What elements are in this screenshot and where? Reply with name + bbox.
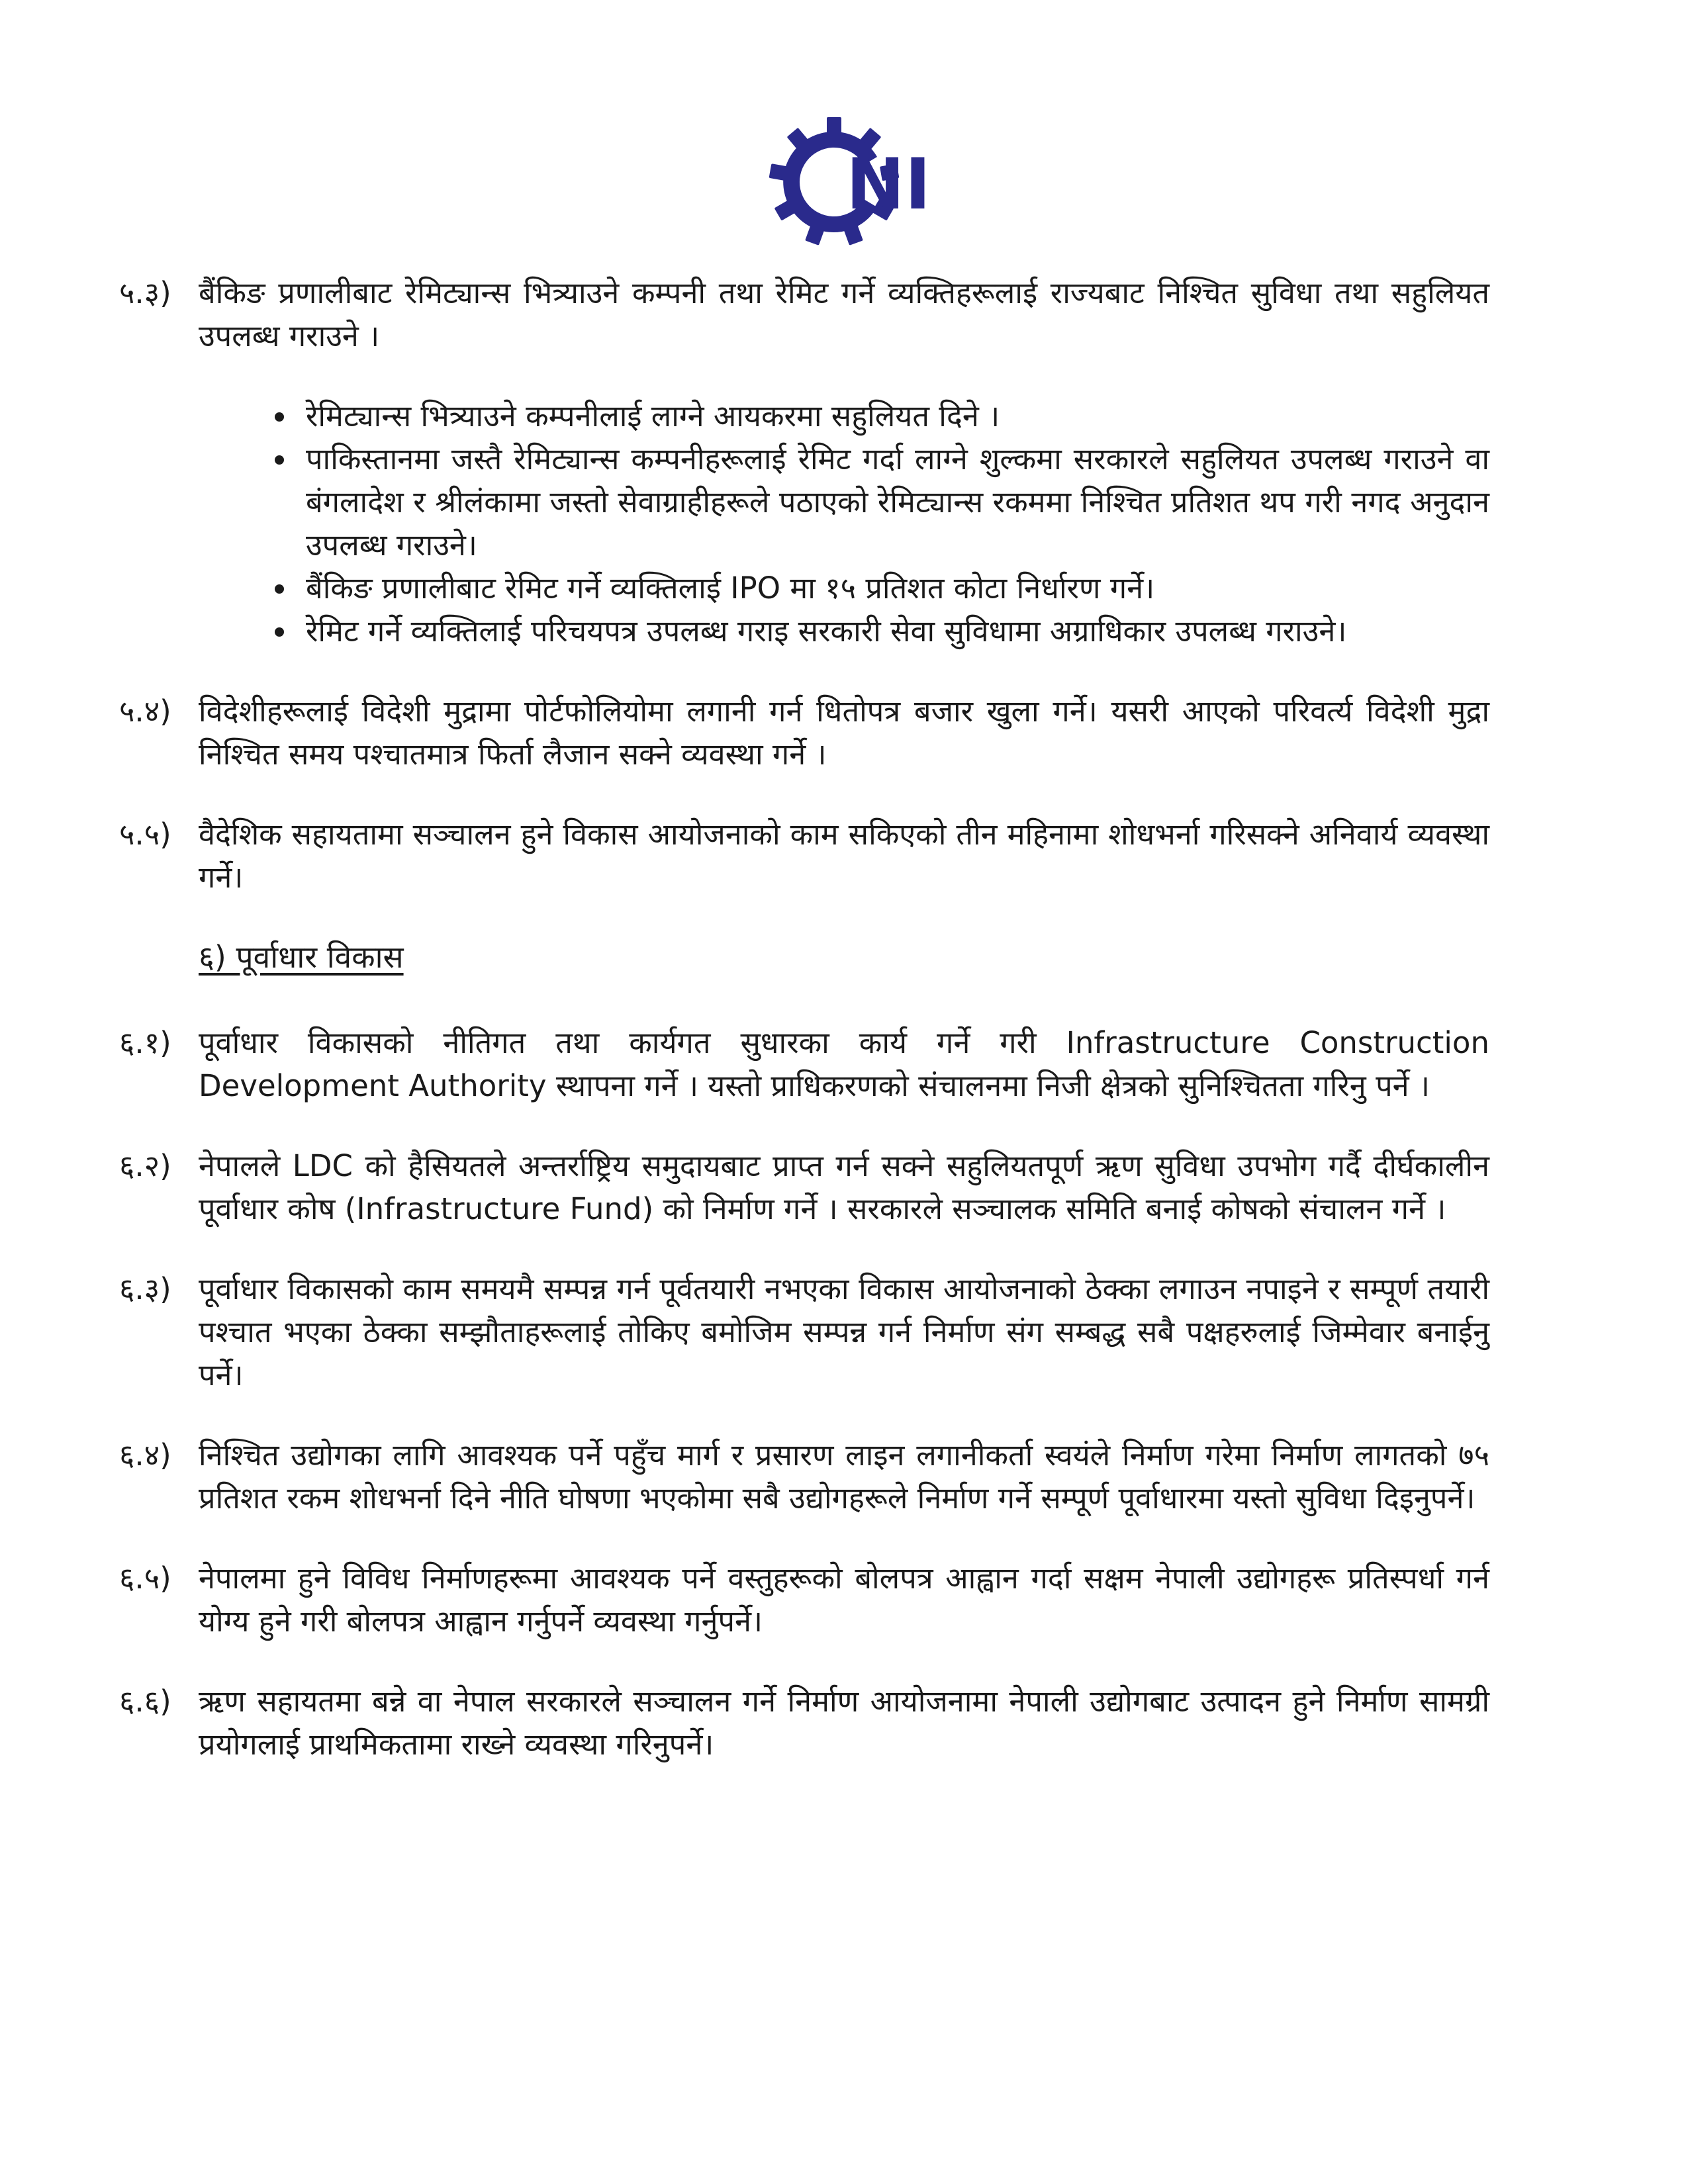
section-6-3 <box>119 1267 1489 1396</box>
section-6-5 <box>119 1557 1489 1643</box>
section-number: ६.६) <box>119 1684 171 1719</box>
bullet-item: • बैंकिङ प्रणालीबाट रेमिट गर्ने व्यक्तिलाई IPO मा १५ प्रतिशत कोटा निर्धारण गर्ने। <box>298 567 1489 610</box>
bullet-item: • पाकिस्तानमा जस्तै रेमिट्यान्स कम्पनीहरूलाई रेमिट गर्दा लाग्ने शुल्कमा सरकारले सहुलियत उपलब्ध गराउने वा बंगलादेश र श्रीलंकामा जस्तो सेवाग्राहीहरूले पठाएको रेमिट्यान्स रकममा निश्चित प्रतिशत थप गरी नगद अनुदान उपलब्ध गराउने। <box>298 437 1489 567</box>
section-6-6 <box>119 1680 1489 1766</box>
section-text: निश्चित उद्योगका लागि आवश्यक पर्ने पहुँच मार्ग र प्रसारण लाइन लगानीकर्ता स्वयंले निर्माण गरेमा निर्माण लागतको ७५ प्रतिशत रकम शोधभर्ना दिने नीति घोषणा भएकोमा सबै उद्योगहरूले निर्माण गर्ने सम्पूर्ण पूर्वाधारमा यस्तो सुविधा दिइनुपर्ने। <box>199 1437 1489 1516</box>
section-number: ६.१) <box>119 1025 171 1060</box>
section-6-2 <box>119 1144 1489 1230</box>
bullet-item: • रेमिट्यान्स भित्र्याउने कम्पनीलाई लाग्ने आयकरमा सहुलियत दिने । <box>298 394 1489 437</box>
section-text: पूर्वाधार विकासको काम समयमै सम्पन्न गर्न पूर्वतयारी नभएका विकास आयोजनाको ठेक्का लगाउन नपाइने र सम्पूर्ण तयारी पश्चात भएका ठेक्का सम्झौताहरूलाई तोकिए बमोजिम सम्पन्न गर्न निर्माण संग सम्बद्ध सबै पक्षहरुलाई जिम्मेवार बनाईनु पर्ने। <box>199 1271 1489 1392</box>
document-body <box>119 271 1489 1803</box>
section-text: विदेशीहरूलाई विदेशी मुद्रामा पोर्टफोलियोमा लगानी गर्न धितोपत्र बजार खुला गर्ने। यसरी आएको परिवर्त्य विदेशी मुद्रा निश्चित समय पश्चातमात्र फिर्ता लैजान सक्ने व्यवस्था गर्ने । <box>199 694 1489 772</box>
section-6-4 <box>119 1433 1489 1520</box>
section-6-heading: ६) पूर्वाधार विकास <box>199 939 404 975</box>
section-number: ६.२) <box>119 1148 171 1183</box>
section-number: ५.३) <box>119 275 171 310</box>
section-text: नेपालमा हुने विविध निर्माणहरूमा आवश्यक पर्ने वस्तुहरूको बोलपत्र आह्वान गर्दा सक्षम नेपाली उद्योगहरू प्रतिस्पर्धा गर्न योग्य हुने गरी बोलपत्र आह्वान गर्नुपर्ने व्यवस्था गर्नुपर्ने। <box>199 1561 1489 1639</box>
section-text: ऋण सहायतमा बन्ने वा नेपाल सरकारले सञ्चालन गर्ने निर्माण आयोजनामा नेपाली उद्योगबाट उत्पादन हुने निर्माण सामग्री प्रयोगलाई प्राथमिकतामा राख्ने व्यवस्था गरिनुपर्ने। <box>199 1684 1489 1762</box>
section-5-5 <box>119 813 1489 899</box>
section-number: ५.४) <box>119 694 171 729</box>
section-number: ६.४) <box>119 1437 171 1473</box>
section-text: वैदेशिक सहायतामा सञ्चालन हुने विकास आयोजनाको काम सकिएको तीन महिनामा शोधभर्ना गरिसक्ने अनिवार्य व्यवस्था गर्ने। <box>199 817 1489 895</box>
section-number: ६.३) <box>119 1271 171 1306</box>
section-text: बैंकिङ प्रणालीबाट रेमिट्यान्स भित्र्याउने कम्पनी तथा रेमिट गर्ने व्यक्तिहरूलाई राज्यबाट निश्चित सुविधा तथा सहुलियत उपलब्ध गराउने । <box>199 275 1489 353</box>
section-6-1 <box>119 1021 1489 1107</box>
section-number: ६.५) <box>119 1561 171 1596</box>
section-5-4 <box>119 690 1489 776</box>
organization-logo <box>768 116 931 248</box>
section-number: ५.५) <box>119 817 171 852</box>
section-5-3 <box>119 271 1489 357</box>
bullet-item: • रेमिट गर्ने व्यक्तिलाई परिचयपत्र उपलब्ध गराइ सरकारी सेवा सुविधामा अग्राधिकार उपलब्ध गराउने। <box>298 610 1489 653</box>
section-5-3-bullets <box>119 394 1489 653</box>
section-text: पूर्वाधार विकासको नीतिगत तथा कार्यगत सुधारका कार्य गर्ने गरी Infrastructure Construction Development Authority स्थापना गर्ने । यस्तो प्राधिकरणको संचालनमा निजी क्षेत्रको सुनिश्चितता गरिनु पर्ने । <box>199 1025 1489 1103</box>
section-text: नेपालले LDC को हैसियतले अन्तर्राष्ट्रिय समुदायबाट प्राप्त गर्न सक्ने सहुलियतपूर्ण ऋण सुविधा उपभोग गर्दै दीर्घकालीन पूर्वाधार कोष (Infrastructure Fund) को निर्माण गर्ने । सरकारले सञ्चालक समिति बनाई कोषको संचालन गर्ने । <box>199 1148 1489 1226</box>
logo-letters: NI <box>846 144 931 225</box>
